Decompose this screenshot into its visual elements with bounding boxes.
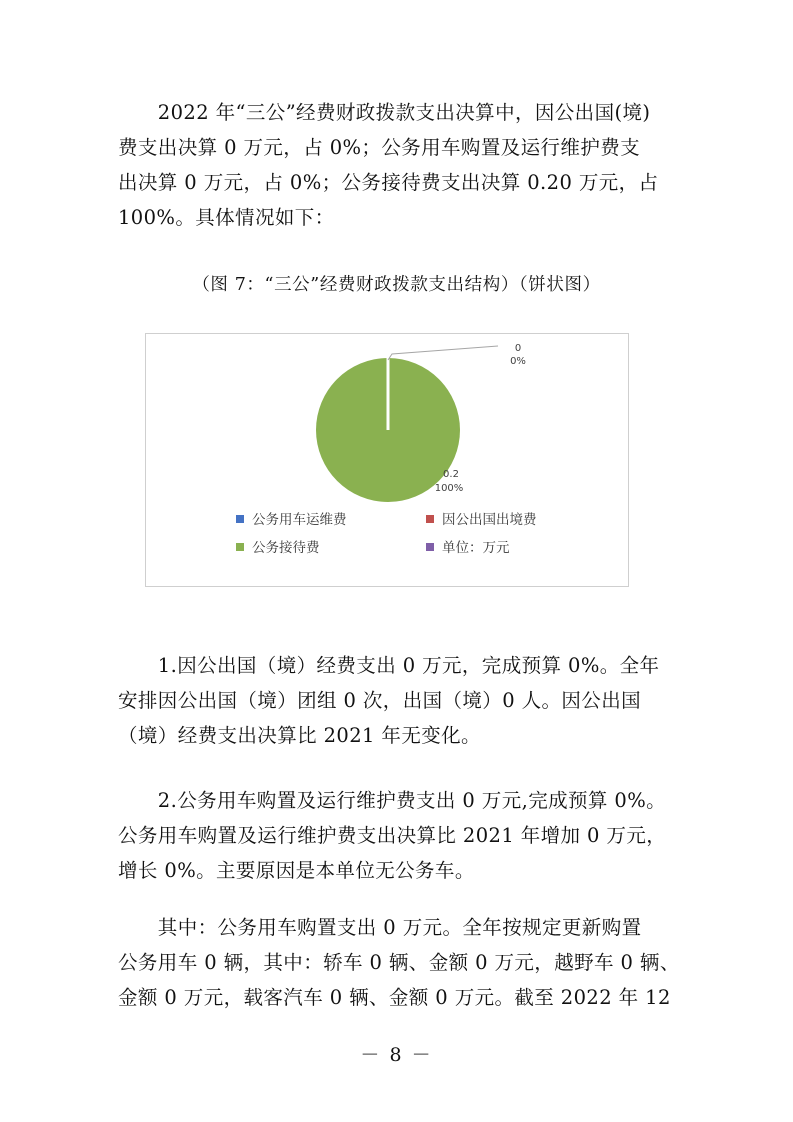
page-number: － 8 － [360, 1044, 433, 1066]
text-line: 金额 0 万元，载客汽车 0 辆、金额 0 万元。截至 2022 年 12 [118, 986, 671, 1009]
text-line: 2022 年“三公”经费财政拨款支出决算中，因公出国(境) [118, 101, 651, 124]
data-label-value: 0 [514, 343, 522, 354]
text-line: 费支出决算 0 万元，占 0%；公务用车购置及运行维护费支 [118, 136, 641, 159]
text-line: 公务用车 0 辆，其中：轿车 0 辆、金额 0 万元，越野车 0 辆、 [118, 951, 680, 974]
legend-swatch [236, 515, 244, 523]
pie-chart-svg [146, 334, 630, 588]
data-label-leader-line [388, 346, 498, 360]
legend-item [426, 508, 537, 528]
text-line: 安排因公出国（境）团组 0 次，出国（境）0 人。因公出国 [118, 689, 642, 712]
legend-item [426, 536, 510, 556]
text-line: 其中：公务用车购置支出 0 万元。全年按规定更新购置 [118, 916, 642, 939]
text-line: 增长 0%。主要原因是本单位无公务车。 [118, 859, 475, 882]
figure-caption: （图 7：“三公”经费财政拨款支出结构）（饼状图） [192, 275, 601, 295]
paragraph-overseas [118, 648, 678, 753]
text-line: 100%。具体情况如下： [118, 206, 335, 229]
pie-chart [145, 333, 629, 587]
text-line: 1.因公出国（境）经费支出 0 万元，完成预算 0%。全年 [118, 654, 660, 677]
legend-swatch [236, 543, 244, 551]
legend-label: 因公出国出境费 [442, 512, 537, 528]
legend-label: 单位：万元 [442, 540, 510, 556]
paragraph-intro [118, 95, 678, 235]
legend-label: 公务用车运维费 [252, 512, 347, 528]
text-line: 公务用车购置及运行维护费支出决算比 2021 年增加 0 万元， [118, 824, 667, 847]
data-label-percent: 0% [510, 356, 526, 367]
paragraph-vehicle-purchase [118, 910, 678, 1015]
legend-item [236, 508, 347, 528]
legend-label: 公务接待费 [252, 540, 320, 556]
data-label-percent: 100% [434, 483, 464, 494]
legend-item [236, 536, 320, 556]
text-line: 出决算 0 万元，占 0%；公务接待费支出决算 0.20 万元，占 [118, 171, 659, 194]
data-label-value: 0.2 [443, 469, 459, 480]
text-line: 2.公务用车购置及运行维护费支出 0 万元,完成预算 0%。 [118, 789, 667, 812]
legend-swatch [426, 543, 434, 551]
legend-swatch [426, 515, 434, 523]
text-line: （境）经费支出决算比 2021 年无变化。 [118, 724, 481, 747]
paragraph-vehicles [118, 783, 678, 888]
